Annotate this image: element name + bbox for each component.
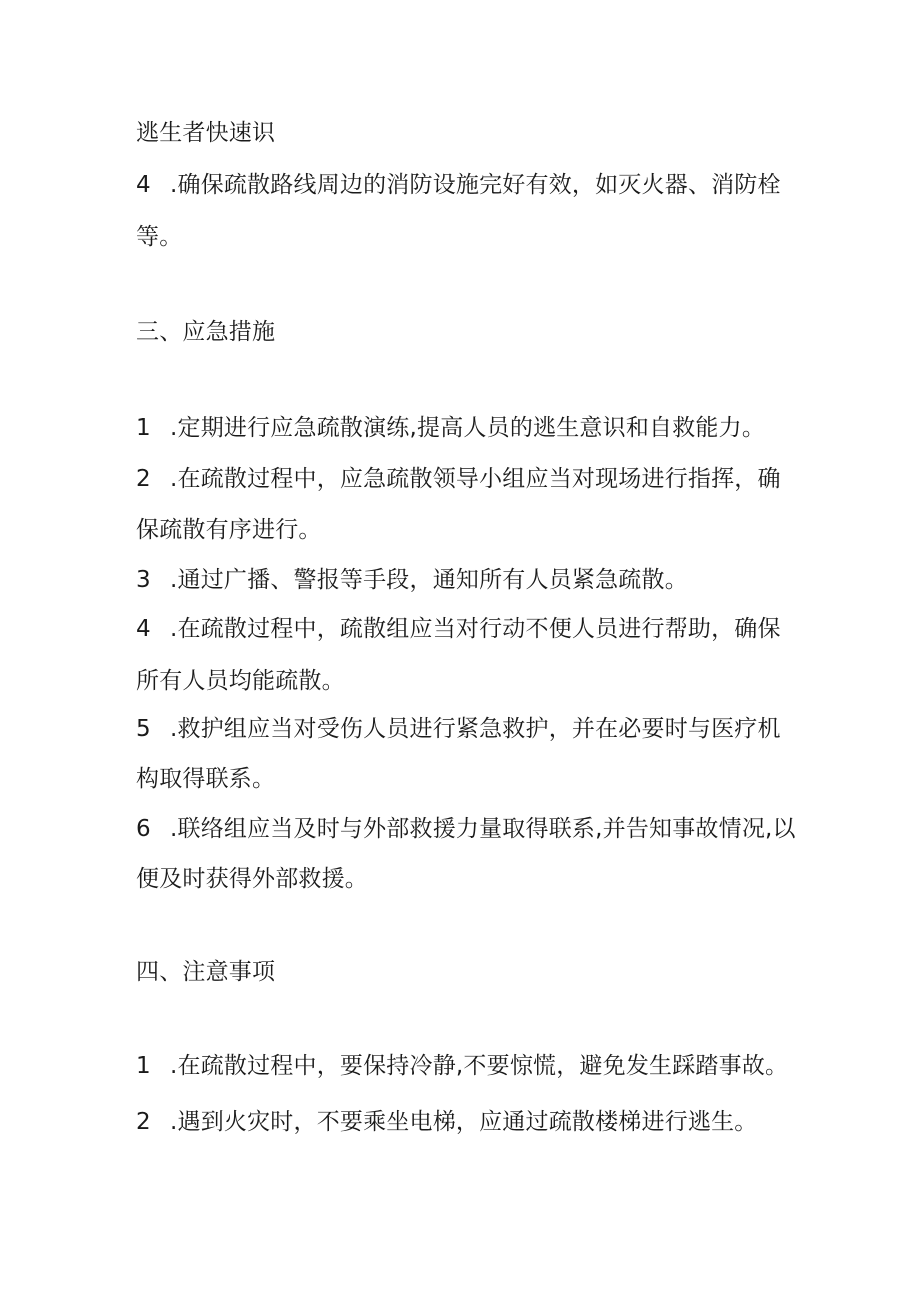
item-text: .在疏散过程中，要保持冷静,不要惊慌，避免发生踩踏事故。 xyxy=(170,1053,789,1079)
item-number: 6 xyxy=(136,816,151,842)
item-text: .在疏散过程中，疏散组应当对行动不便人员进行帮助，确保 xyxy=(170,616,781,642)
item-number: 5 xyxy=(136,716,151,742)
item-text-continuation: 等。 xyxy=(136,224,183,250)
item-number: 3 xyxy=(136,567,151,593)
list-item xyxy=(136,464,796,494)
item-text-continuation: 构取得联系。 xyxy=(136,766,276,792)
item-text: .通过广播、警报等手段，通知所有人员紧急疏散。 xyxy=(170,567,688,593)
item-number: 2 xyxy=(136,466,151,492)
item-text-continuation: 保疏散有序进行。 xyxy=(136,517,322,543)
item-text: .救护组应当对受伤人员进行紧急救护，并在必要时与医疗机 xyxy=(170,716,781,742)
list-item xyxy=(136,1107,796,1137)
item-number: 4 xyxy=(136,616,151,642)
list-item xyxy=(136,814,796,844)
continuation-text: 逃生者快速识 xyxy=(136,120,276,146)
item-text: .确保疏散路线周边的消防设施完好有效，如灭火器、消防栓 xyxy=(170,172,781,198)
item-text: .遇到火灾时，不要乘坐电梯，应通过疏散楼梯进行逃生。 xyxy=(170,1109,758,1135)
section-heading: 三、应急措施 xyxy=(136,319,276,345)
item-number: 4 xyxy=(136,172,151,198)
list-item xyxy=(136,170,796,200)
list-item xyxy=(136,714,796,744)
list-item xyxy=(136,565,796,595)
item-number: 1 xyxy=(136,415,151,441)
item-number: 2 xyxy=(136,1109,151,1135)
item-text: .定期进行应急疏散演练,提高人员的逃生意识和自救能力。 xyxy=(170,415,766,441)
item-number: 1 xyxy=(136,1053,151,1079)
item-text: .联络组应当及时与外部救援力量取得联系,并告知事故情况,以 xyxy=(170,816,796,842)
section-heading: 四、注意事项 xyxy=(136,959,276,985)
list-item xyxy=(136,614,796,644)
item-text-continuation: 所有人员均能疏散。 xyxy=(136,668,345,694)
item-text: .在疏散过程中，应急疏散领导小组应当对现场进行指挥，确 xyxy=(170,466,781,492)
item-text-continuation: 便及时获得外部救援。 xyxy=(136,866,368,892)
list-item xyxy=(136,1051,796,1081)
list-item xyxy=(136,413,796,443)
